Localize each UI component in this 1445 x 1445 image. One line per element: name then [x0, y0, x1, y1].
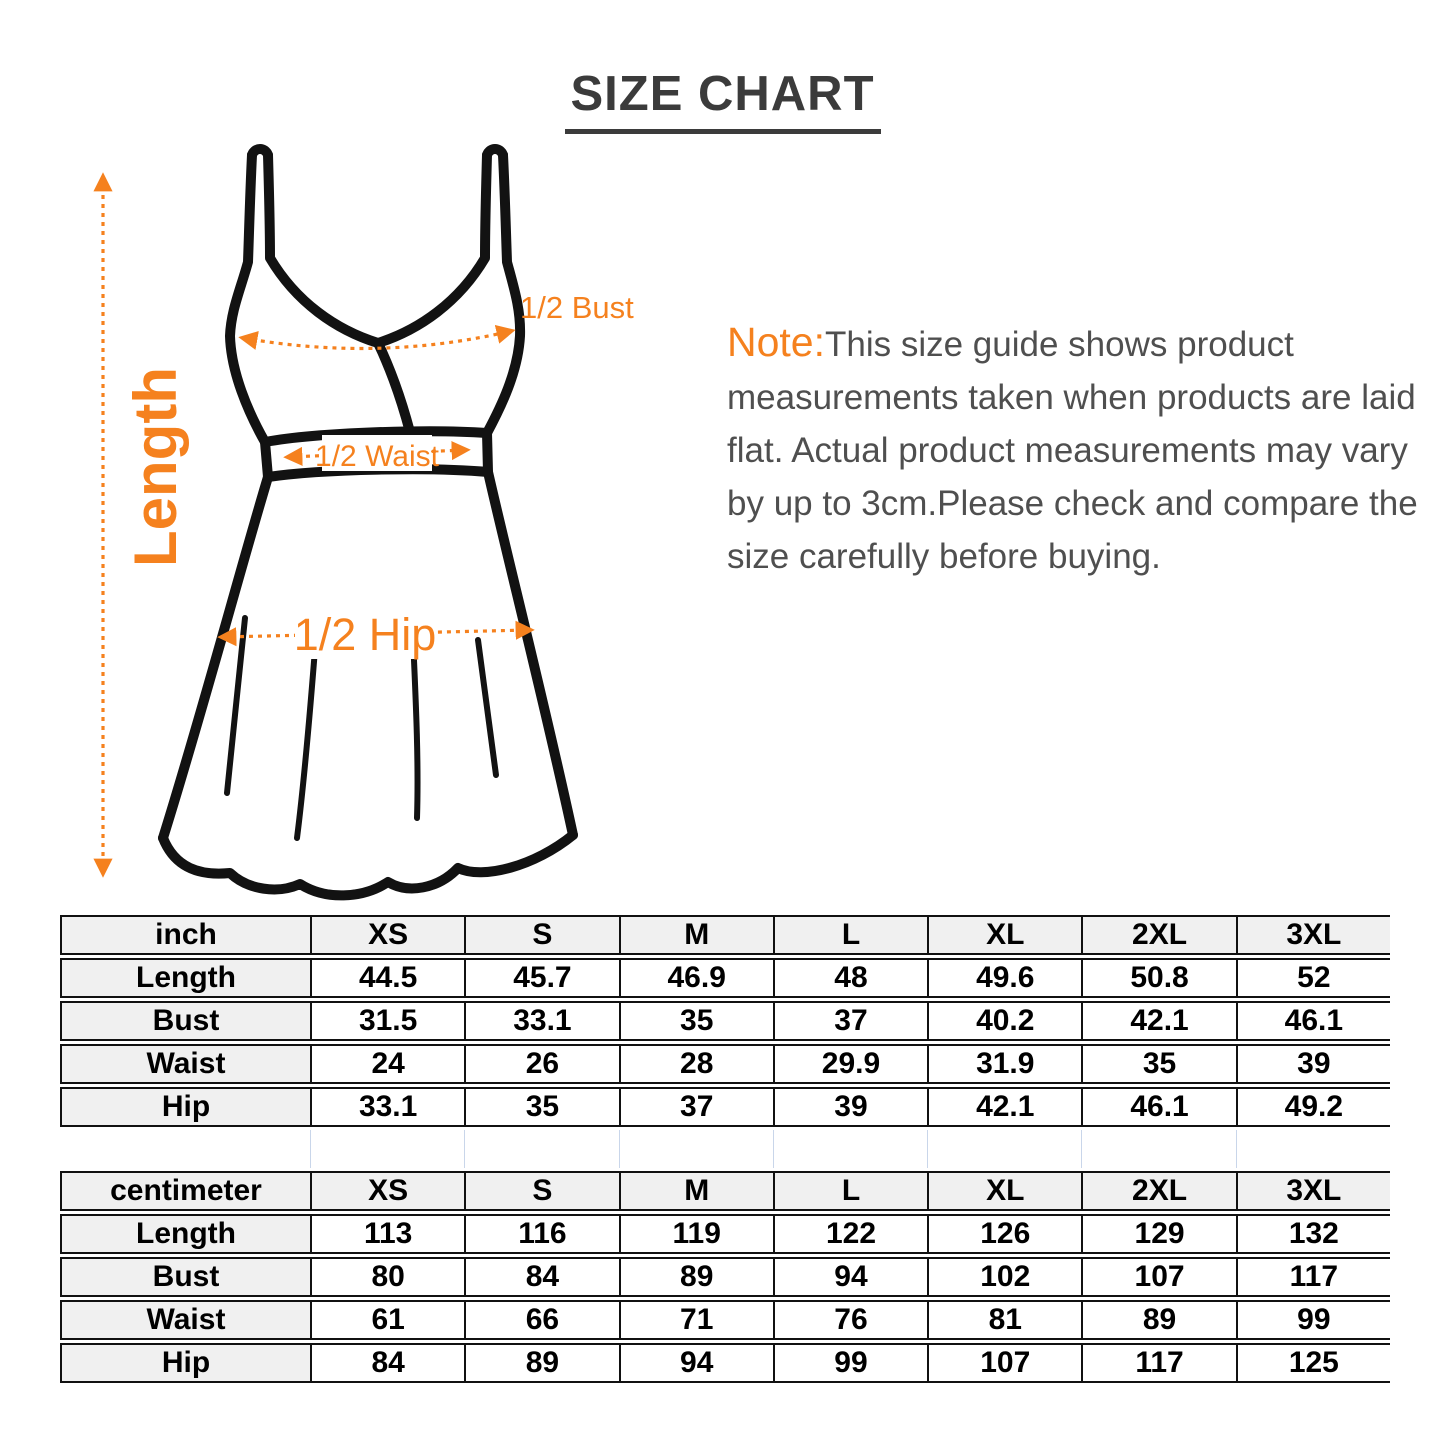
- measurement-value-cell: 76: [773, 1300, 927, 1340]
- measurement-value-cell: 61: [310, 1300, 464, 1340]
- measurement-value-cell: 125: [1236, 1343, 1390, 1383]
- size-header-cell: S: [464, 1171, 618, 1211]
- inch-table: [60, 912, 1390, 1130]
- note-text: This size guide shows product measurements taken when products are laid flat. Actual product measurements may vary by up to 3cm.Please check and compare the size carefully before buying.: [727, 325, 1418, 576]
- measurement-value-cell: 46.1: [1081, 1087, 1235, 1127]
- measurement-value-cell: 42.1: [1081, 1001, 1235, 1041]
- measurement-value-cell: 33.1: [310, 1087, 464, 1127]
- table-row: [60, 1300, 1390, 1340]
- size-header-cell: XL: [927, 1171, 1081, 1211]
- size-header-cell: XS: [310, 915, 464, 955]
- measurement-value-cell: 126: [927, 1214, 1081, 1254]
- table-row: [60, 1257, 1390, 1297]
- measurement-value-cell: 26: [464, 1044, 618, 1084]
- measurement-value-cell: 44.5: [310, 958, 464, 998]
- unit-header-cell: inch: [60, 915, 310, 955]
- measurement-value-cell: 80: [310, 1257, 464, 1297]
- table-row: [60, 1001, 1390, 1041]
- table-row: [60, 1343, 1390, 1383]
- measurement-value-cell: 45.7: [464, 958, 618, 998]
- table-header-row: [60, 915, 1390, 955]
- measurement-value-cell: 81: [927, 1300, 1081, 1340]
- size-header-cell: 3XL: [1236, 1171, 1390, 1211]
- measurement-value-cell: 84: [464, 1257, 618, 1297]
- title-container: [0, 66, 1445, 134]
- measurement-label-cell: Bust: [60, 1257, 310, 1297]
- measurement-value-cell: 35: [1081, 1044, 1235, 1084]
- note-label: Note:: [727, 319, 825, 365]
- waist-label: 1/2 Waist: [315, 440, 439, 473]
- measurement-value-cell: 99: [1236, 1300, 1390, 1340]
- measurement-value-cell: 46.1: [1236, 1001, 1390, 1041]
- table-row: [60, 958, 1390, 998]
- measurement-label-cell: Bust: [60, 1001, 310, 1041]
- measurement-value-cell: 89: [464, 1343, 618, 1383]
- measurement-value-cell: 28: [619, 1044, 773, 1084]
- measurement-value-cell: 71: [619, 1300, 773, 1340]
- measurement-value-cell: 39: [1236, 1044, 1390, 1084]
- table-header-row: [60, 1171, 1390, 1211]
- measurement-label-cell: Hip: [60, 1087, 310, 1127]
- measurement-value-cell: 113: [310, 1214, 464, 1254]
- measurement-label-cell: Length: [60, 1214, 310, 1254]
- length-label: Length: [122, 367, 189, 567]
- measurement-value-cell: 107: [1081, 1257, 1235, 1297]
- measurement-value-cell: 39: [773, 1087, 927, 1127]
- measurement-label-cell: Hip: [60, 1343, 310, 1383]
- measurement-value-cell: 122: [773, 1214, 927, 1254]
- measurement-value-cell: 132: [1236, 1214, 1390, 1254]
- measurement-value-cell: 49.2: [1236, 1087, 1390, 1127]
- measurement-label-cell: Length: [60, 958, 310, 998]
- measurement-value-cell: 33.1: [464, 1001, 618, 1041]
- measurement-value-cell: 66: [464, 1300, 618, 1340]
- measurement-value-cell: 48: [773, 958, 927, 998]
- measurement-value-cell: 35: [464, 1087, 618, 1127]
- page-title: SIZE CHART: [565, 66, 881, 134]
- size-header-cell: 3XL: [1236, 915, 1390, 955]
- size-header-cell: L: [773, 1171, 927, 1211]
- note-paragraph: [727, 316, 1427, 583]
- measurement-value-cell: 129: [1081, 1214, 1235, 1254]
- size-header-cell: M: [619, 915, 773, 955]
- size-header-cell: M: [619, 1171, 773, 1211]
- measurement-value-cell: 31.9: [927, 1044, 1081, 1084]
- measurement-value-cell: 99: [773, 1343, 927, 1383]
- size-header-cell: 2XL: [1081, 1171, 1235, 1211]
- measurement-value-cell: 84: [310, 1343, 464, 1383]
- measurement-value-cell: 46.9: [619, 958, 773, 998]
- table-row: [60, 1214, 1390, 1254]
- measurement-value-cell: 94: [773, 1257, 927, 1297]
- hip-label: 1/2 Hip: [293, 609, 437, 660]
- measurement-value-cell: 50.8: [1081, 958, 1235, 998]
- bust-label: 1/2 Bust: [520, 290, 634, 325]
- table-row: [60, 1087, 1390, 1127]
- measurement-value-cell: 31.5: [310, 1001, 464, 1041]
- table-row: [60, 1044, 1390, 1084]
- measurement-value-cell: 35: [619, 1001, 773, 1041]
- dress-measurement-diagram: [55, 135, 700, 935]
- size-header-cell: XS: [310, 1171, 464, 1211]
- unit-header-cell: centimeter: [60, 1171, 310, 1211]
- measurement-value-cell: 42.1: [927, 1087, 1081, 1127]
- measurement-value-cell: 29.9: [773, 1044, 927, 1084]
- measurement-value-cell: 107: [927, 1343, 1081, 1383]
- measurement-label-cell: Waist: [60, 1044, 310, 1084]
- dress-outline: [163, 149, 573, 895]
- size-header-cell: XL: [927, 915, 1081, 955]
- measurement-value-cell: 89: [619, 1257, 773, 1297]
- measurement-value-cell: 94: [619, 1343, 773, 1383]
- measurement-value-cell: 116: [464, 1214, 618, 1254]
- measurement-value-cell: 49.6: [927, 958, 1081, 998]
- measurement-value-cell: 117: [1081, 1343, 1235, 1383]
- size-header-cell: 2XL: [1081, 915, 1235, 955]
- measurement-value-cell: 117: [1236, 1257, 1390, 1297]
- measurement-value-cell: 52: [1236, 958, 1390, 998]
- measurement-label-cell: Waist: [60, 1300, 310, 1340]
- measurement-value-cell: 24: [310, 1044, 464, 1084]
- table-gap: [60, 1130, 1390, 1168]
- centimeter-table: [60, 1168, 1390, 1386]
- size-header-cell: L: [773, 915, 927, 955]
- size-header-cell: S: [464, 915, 618, 955]
- measurement-value-cell: 119: [619, 1214, 773, 1254]
- size-tables: [60, 912, 1390, 1386]
- measurement-value-cell: 89: [1081, 1300, 1235, 1340]
- measurement-value-cell: 37: [619, 1087, 773, 1127]
- measurement-value-cell: 37: [773, 1001, 927, 1041]
- measurement-value-cell: 40.2: [927, 1001, 1081, 1041]
- measurement-value-cell: 102: [927, 1257, 1081, 1297]
